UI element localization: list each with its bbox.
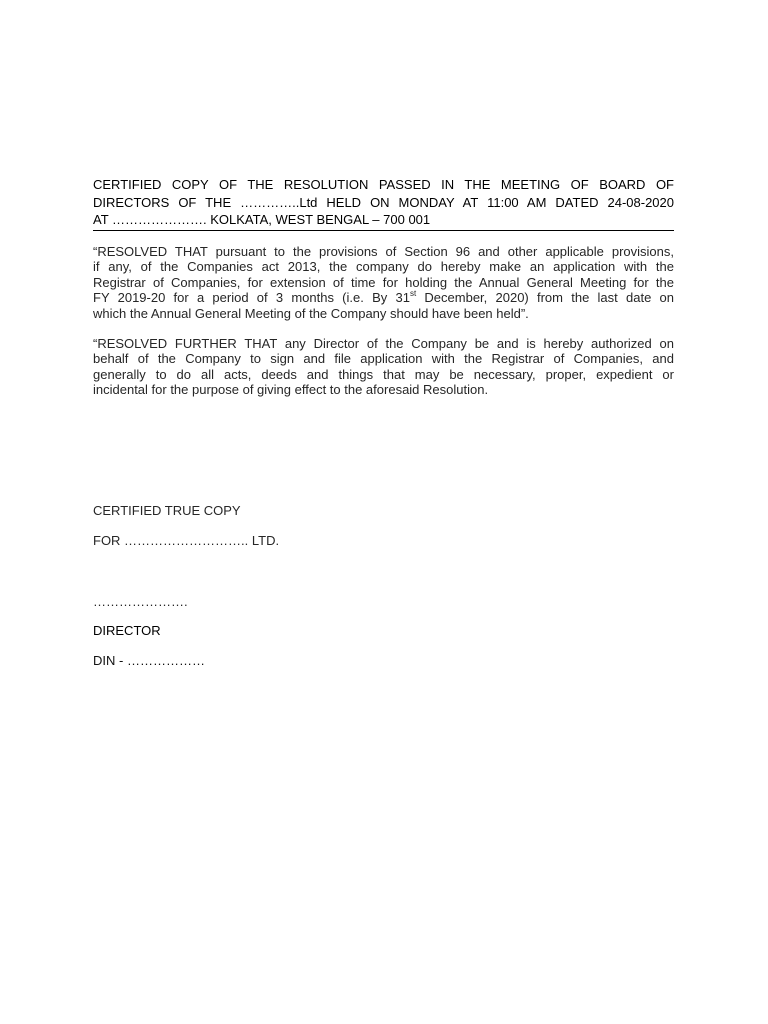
date-text-end: December, 2020) from the last date on xyxy=(416,290,674,306)
heading-line: CERTIFIED COPY OF THE RESOLUTION PASSED IN THE MEETING OF BOARD OF xyxy=(93,177,674,192)
paragraph-line: if any, of the Companies act 2013, the company do hereby make an application with the xyxy=(93,259,674,275)
paragraph-line: which the Annual General Meeting of the Company should have been held”. xyxy=(93,305,529,321)
ordinal-superscript: st xyxy=(409,288,417,298)
paragraph-line: Registrar of Companies, for extension of time for holding the Annual General Meeting for the xyxy=(93,274,674,290)
resolution-paragraph-2 xyxy=(93,336,674,398)
din-placeholder: DIN - ……………… xyxy=(93,653,205,668)
paragraph-line: behalf of the Company to sign and file application with the Registrar of Companies, and xyxy=(93,351,674,367)
date-text-start: FY 2019-20 for a period of 3 months (i.e. By 31 xyxy=(93,290,410,306)
heading-line: AT …………………. KOLKATA, WEST BENGAL – 700 001 xyxy=(93,212,431,227)
paragraph-line: incidental for the purpose of giving effect to the aforesaid Resolution. xyxy=(93,382,489,398)
certified-true-copy-label: CERTIFIED TRUE COPY xyxy=(93,503,241,518)
paragraph-line: “RESOLVED THAT pursuant to the provisions of Section 96 and other applicable provisions, xyxy=(93,244,674,259)
resolution-heading xyxy=(93,176,674,231)
signature-line: …………………. xyxy=(93,594,188,609)
heading-line: DIRECTORS OF THE …………..Ltd HELD ON MONDAY AT 11:00 AM DATED 24-08-2020 xyxy=(93,194,674,210)
paragraph-line xyxy=(93,290,674,305)
company-name-placeholder: FOR ……………………….. LTD. xyxy=(93,533,280,548)
paragraph-line: generally to do all acts, deeds and things that may be necessary, proper, expedient or xyxy=(93,366,674,382)
resolution-paragraph-1 xyxy=(93,244,674,321)
designation-label: DIRECTOR xyxy=(93,623,161,638)
paragraph-line: “RESOLVED FURTHER THAT any Director of the Company be and is hereby authorized on xyxy=(93,336,674,351)
